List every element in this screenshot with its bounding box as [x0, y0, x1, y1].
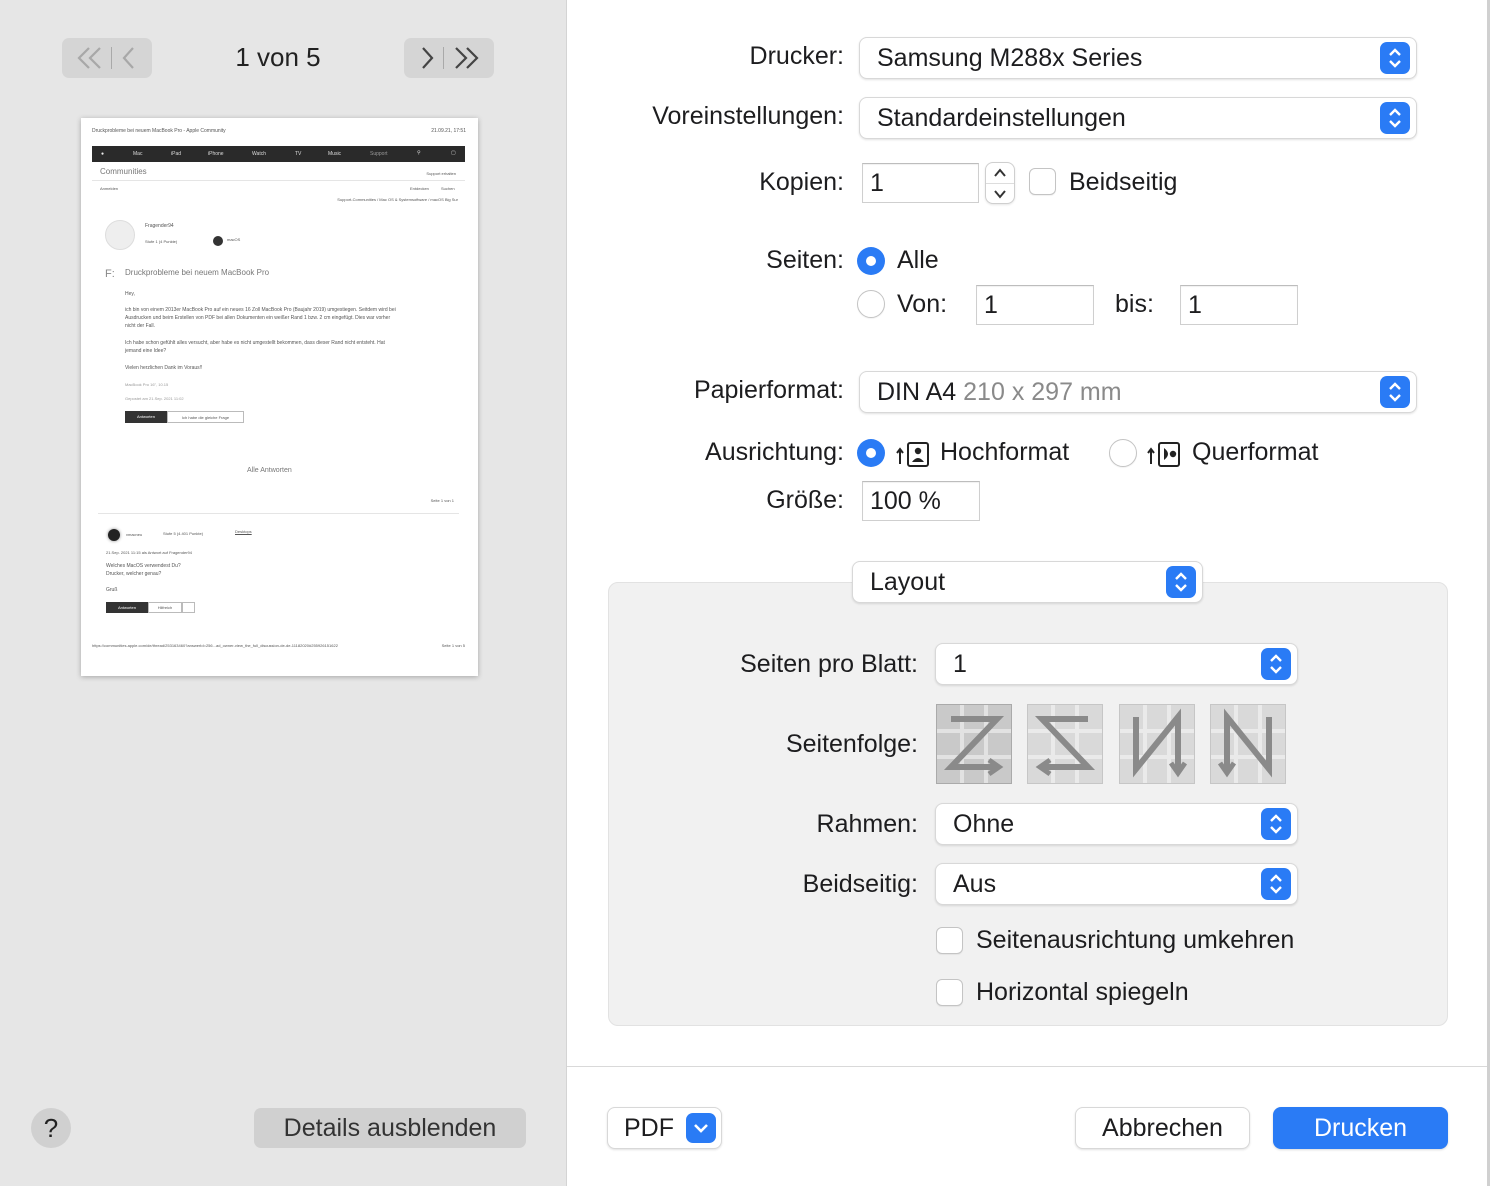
thumb-username: Fragender94 — [145, 223, 174, 229]
page-order-label: Seitenfolge: — [785, 730, 918, 758]
footer-divider — [567, 1066, 1490, 1067]
first-page-icon[interactable] — [76, 45, 104, 71]
thumb-posted: Gepostet am 21.Sep. 2021 11:02 — [125, 396, 184, 401]
thumb-header-title: Druckprobleme bei neuem MacBook Pro - Apple Community — [92, 128, 226, 134]
thumb-nav-item: Watch — [252, 151, 266, 157]
thumb-nav-item: iPhone — [208, 151, 224, 157]
thumb-avatar — [105, 220, 135, 250]
reverse-orientation-label: Seitenausrichtung umkehren — [976, 926, 1295, 954]
page-order-z-icon — [937, 705, 1011, 783]
stepper-down-icon[interactable] — [986, 184, 1014, 204]
printer-select[interactable] — [859, 37, 1417, 79]
printer-label: Drucker: — [749, 42, 844, 70]
thumb-body-line: Ich habe schon gefühlt alles versucht, aber habe es nicht umgestellt bekommen, dass dieser Rand nicht entsteht. Hat — [125, 340, 385, 346]
pages-label: Seiten: — [766, 246, 844, 274]
thumb-reply-meta: 21.Sep. 2021 11:15 als Antwort auf Fragender94 — [106, 550, 192, 555]
page-order-n-icon — [1120, 705, 1194, 783]
thumb-body-line: Hey, — [125, 291, 135, 297]
page-order-z-button[interactable] — [936, 704, 1012, 784]
thumb-body-line: Vielen herzlichen Dank im Voraus!! — [125, 365, 203, 371]
thumb-badge-2: Desktops — [235, 529, 252, 534]
section-value: Layout — [870, 568, 946, 596]
chevron-down-icon — [686, 1113, 716, 1143]
thumb-device: MacBook Pro 16", 10.15 — [125, 382, 169, 387]
page-order-reverse-n-button[interactable] — [1210, 704, 1286, 784]
thumb-question-mark: F: — [105, 268, 115, 280]
thumb-question-title: Druckprobleme bei neuem MacBook Pro — [125, 268, 270, 277]
printer-value: Samsung M288x Series — [877, 44, 1143, 72]
page-order-n-button[interactable] — [1119, 704, 1195, 784]
pages-per-sheet-select[interactable] — [935, 643, 1298, 685]
thumb-communities: Communities — [100, 167, 147, 176]
thumb-level: Stufe 1 (4 Punkte) — [145, 239, 178, 244]
thumb-reply-button-2: Antworten — [106, 602, 148, 613]
stepper-up-icon[interactable] — [986, 163, 1014, 183]
page-order-reverse-z-icon — [1028, 705, 1102, 783]
pages-per-sheet-value: 1 — [953, 650, 967, 678]
border-select[interactable] — [935, 803, 1298, 845]
thumb-nav-item: Support — [370, 151, 388, 157]
page-preview-thumbnail — [81, 118, 478, 676]
thumb-apple-navbar — [92, 146, 465, 162]
two-sided-value: Aus — [953, 870, 997, 898]
two-sided-select[interactable] — [935, 863, 1298, 905]
print-button[interactable]: Drucken — [1273, 1107, 1448, 1149]
preview-pane — [0, 0, 567, 1186]
pages-all-radio[interactable] — [857, 247, 885, 275]
thumb-helpful-button: Hilfreich — [148, 602, 182, 613]
thumb-page-of: Seite 1 von 1 — [430, 498, 454, 503]
paper-size-detail: 210 x 297 mm — [963, 378, 1122, 406]
chevron-updown-icon — [1380, 42, 1410, 74]
thumb-body-line: Ausdrucken und beim Erstellen von PDF bei allen Dokumenten ein weißer Rand 1 bzw. 2 cm eingefügt. Dies war vorher — [125, 315, 391, 321]
thumb-username-2: vmacneu — [126, 532, 143, 537]
landscape-label: Querformat — [1192, 438, 1319, 466]
border-label: Rahmen: — [816, 810, 918, 838]
thumb-support-link: Support erhalten — [426, 171, 456, 176]
next-page-icon[interactable] — [418, 45, 436, 71]
copies-field[interactable]: 1 — [862, 163, 979, 203]
thumb-apple-logo: ● — [101, 151, 105, 157]
paper-size-label: Papierformat: — [693, 376, 844, 404]
thumb-footer-page: Seite 1 von 5 — [441, 643, 465, 648]
chevron-updown-icon — [1261, 648, 1291, 680]
pages-per-sheet-label: Seiten pro Blatt: — [740, 650, 918, 678]
thumb-reply-line: Drucker, welcher genau? — [106, 571, 162, 577]
thumb-avatar-2 — [108, 529, 120, 541]
chevron-updown-icon — [1261, 808, 1291, 840]
last-page-icon[interactable] — [452, 45, 480, 71]
landscape-icon — [1146, 440, 1182, 473]
thumb-footer-url: https://communities.apple.com/de/thread/253163460?answerId=256...ad_owner-view_the_full_discussion-de-de-11182020#255926151622 — [92, 643, 338, 648]
chevron-updown-icon — [1166, 566, 1196, 598]
two-sided-label: Beidseitig: — [802, 870, 918, 898]
flip-horizontal-label: Horizontal spiegeln — [976, 978, 1189, 1006]
pages-from-field[interactable]: 1 — [976, 285, 1094, 325]
orientation-label: Ausrichtung: — [705, 438, 844, 466]
page-order-reverse-z-button[interactable] — [1027, 704, 1103, 784]
landscape-radio[interactable] — [1109, 439, 1137, 467]
paper-size-value: DIN A4 — [877, 378, 964, 406]
pdf-label: PDF — [624, 1114, 674, 1142]
border-value: Ohne — [953, 810, 1015, 838]
copies-label: Kopien: — [759, 168, 844, 196]
thumb-reply-line: Welches MacOS verwendest Du? — [106, 563, 181, 569]
thumb-reply-button: Antworten — [125, 411, 167, 423]
hide-details-button[interactable]: Details ausblenden — [254, 1108, 526, 1148]
thumb-body-line: nicht der Fall. — [125, 323, 156, 329]
thumb-reply-line: Gruß — [106, 587, 118, 593]
thumb-browse: Entdecken — [410, 186, 429, 191]
thumb-nav-item: Mac — [133, 151, 143, 157]
scale-field[interactable]: 100 % — [862, 481, 980, 521]
thumb-same-question-button: Ich habe die gleiche Frage — [167, 411, 244, 423]
duplex-label: Beidseitig — [1069, 168, 1178, 196]
page-order-reverse-n-icon — [1211, 705, 1285, 783]
presets-value: Standardeinstellungen — [877, 104, 1126, 132]
paper-size-select[interactable] — [859, 371, 1417, 413]
portrait-radio[interactable] — [857, 439, 885, 467]
thumb-body-line: ich bin von einem 2013er MacBook Pro auf ein neues 16 Zoll MacBook Pro (Baujahr 2019) umgestiegen. Seitdem wird bei — [125, 307, 396, 313]
portrait-label: Hochformat — [940, 438, 1070, 466]
chevron-updown-icon — [1261, 868, 1291, 900]
thumb-body-line: jemand eine Idee? — [125, 348, 167, 354]
thumb-header-date: 21.09.21, 17:51 — [431, 128, 466, 134]
thumb-all-answers: Alle Antworten — [247, 467, 292, 474]
duplex-checkbox[interactable] — [1029, 168, 1056, 195]
page-indicator: 1 von 5 — [235, 42, 321, 72]
thumb-badge: macOS — [227, 237, 241, 242]
thumb-breadcrumb: Support-Communities / Mac OS & Systemsoftware / macOS Big Sur — [337, 197, 458, 202]
thumb-level-2: Stufe 5 (4.401 Punkte) — [163, 531, 204, 536]
thumb-search-icon: ⚲ — [417, 150, 421, 156]
thumb-search: Suchen — [441, 186, 455, 191]
portrait-icon — [895, 440, 931, 473]
pdf-menu-button[interactable] — [607, 1107, 722, 1149]
thumb-login: Anmelden — [100, 186, 119, 191]
chevron-updown-icon — [1380, 102, 1410, 134]
thumb-nav-item: iPad — [171, 151, 182, 157]
cancel-button[interactable]: Abbrechen — [1075, 1107, 1250, 1149]
thumb-nav-item: TV — [295, 151, 302, 157]
pages-to-field[interactable]: 1 — [1180, 285, 1298, 325]
scale-label: Größe: — [766, 486, 844, 514]
copies-stepper[interactable] — [985, 162, 1015, 204]
pages-to-label: bis: — [1115, 290, 1154, 318]
reverse-orientation-checkbox[interactable] — [936, 927, 963, 954]
flip-horizontal-checkbox[interactable] — [936, 979, 963, 1006]
thumb-nav-item: Music — [328, 151, 342, 157]
page-nav-back-group — [62, 38, 152, 78]
help-button[interactable]: ? — [31, 1108, 71, 1148]
presets-select[interactable] — [859, 97, 1417, 139]
thumb-bag-icon: ▢ — [451, 150, 456, 156]
page-nav-forward-group — [404, 38, 494, 78]
chevron-updown-icon — [1380, 376, 1410, 408]
pages-all-label: Alle — [897, 246, 939, 274]
previous-page-icon[interactable] — [120, 45, 138, 71]
section-select[interactable] — [852, 561, 1203, 603]
presets-label: Voreinstellungen: — [652, 102, 844, 130]
pages-range-radio[interactable] — [857, 290, 885, 318]
pages-from-label: Von: — [897, 290, 948, 318]
